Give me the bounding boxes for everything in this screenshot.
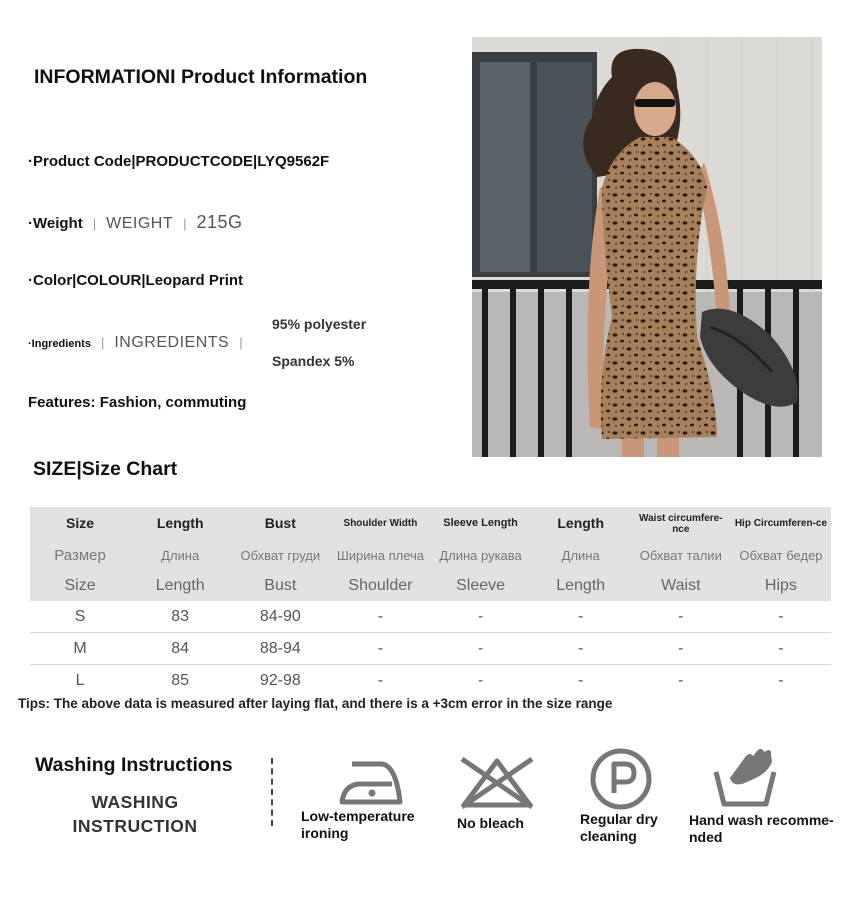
weight-label: ·Weight [28,215,83,232]
table-cell: 85 [171,671,190,689]
table-cell: - [578,671,584,689]
ingredients-row [28,334,253,352]
col-waist-ru: Обхват талии [631,540,731,570]
no-bleach-label: No bleach [457,815,524,831]
table-cell: 84-90 [230,601,330,633]
color-row: ·Color|COLOUR|Leopard Print [28,272,244,289]
ingredient-spandex: Spandex 5% [272,353,355,369]
table-row [30,633,831,665]
table-cell: - [330,633,430,665]
size-tips: Tips: The above data is measured after laying flat, and there is a +3cm error in the size range [18,696,613,711]
product-code: ·Product Code|PRODUCTCODE|LYQ9562F [28,153,330,170]
divider: | [239,335,243,350]
col-size-ru: Размер [30,540,130,570]
table-cell: - [431,633,531,665]
ingredient-polyester: 95% polyester [272,316,367,332]
size-chart-table [30,507,831,696]
iron-low-temperature-icon [338,756,406,811]
table-cell: - [431,601,531,633]
col-length-ru: Длина [130,540,230,570]
table-row [30,665,831,697]
table-cell: - [330,601,430,633]
col-length2-ru: Длина [531,540,631,570]
table-cell: S [30,601,130,633]
col-hip-header: Hip Circumferen-ce [731,507,831,540]
table-cell: - [477,671,484,689]
col-bust-short: Bust [230,570,330,601]
table-cell: - [377,671,384,689]
col-shoulder-header: Shoulder Width [330,507,430,540]
washing-subtitle-line2: INSTRUCTION [72,816,198,836]
col-sleeve-ru: Длина рукава [431,540,531,570]
col-sleeve-short: Sleeve [431,570,531,601]
dry-clean-label: Regular dry cleaning [580,811,658,844]
no-bleach-icon [458,753,536,814]
table-cell: M [30,633,130,665]
divider: | [183,216,187,231]
ingredients-label: ·Ingredients [28,338,91,350]
col-waist-short: Waist [631,570,731,601]
col-hip-ru: Обхват бедер [731,540,831,570]
weight-value: 215G [196,212,243,232]
table-cell: L [75,671,85,689]
washing-title: Washing Instructions [35,754,233,776]
iron-label: Low-temperature ironing [301,808,415,841]
col-size-short: Size [30,570,130,601]
table-cell: 92-98 [259,671,301,689]
divider: | [100,335,105,350]
col-size-header: Size [30,507,130,540]
product-photo [472,37,822,457]
table-cell: - [531,633,631,665]
col-bust-ru: Обхват груди [230,540,330,570]
col-waist-header: Waist circumfere-nce [631,507,731,540]
weight-row [28,212,243,233]
col-length2-short: Length [531,570,631,601]
table-cell: 83 [130,601,230,633]
table-cell: - [531,601,631,633]
table-cell: - [631,601,731,633]
ingredients-label-en: INGREDIENTS [114,334,230,351]
table-row [30,601,831,633]
table-cell: - [731,601,831,633]
col-length2-header: Length [531,507,631,540]
size-chart-title: SIZE|Size Chart [33,458,178,480]
table-cell: 84 [130,633,230,665]
features-row: Features: Fashion, commuting [28,394,247,411]
col-shoulder-short: Shoulder [330,570,430,601]
col-shoulder-ru: Ширина плеча [330,540,430,570]
table-header-ru [30,540,831,570]
divider: | [92,216,97,231]
table-cell: - [778,671,784,689]
table-header-short [30,570,831,601]
col-sleeve-header: Sleeve Length [431,507,531,540]
table-cell: - [731,633,831,665]
hand-wash-label: Hand wash recomme- nded [689,812,834,845]
table-header-en [30,507,831,540]
weight-label-en: WEIGHT [106,215,174,232]
product-info-title: INFORMATIONI Product Information [34,66,368,88]
table-cell: - [678,671,684,689]
washing-subtitle-line1: WASHING [91,792,179,812]
col-length-header: Length [130,507,230,540]
hand-wash-icon [712,748,778,813]
table-cell: 88-94 [230,633,330,665]
col-bust-header: Bust [230,507,330,540]
washing-subtitle [50,790,220,838]
col-hip-short: Hips [731,570,831,601]
table-cell: - [631,633,731,665]
col-length-short: Length [130,570,230,601]
dry-clean-p-icon [589,747,653,816]
divider [271,758,273,826]
